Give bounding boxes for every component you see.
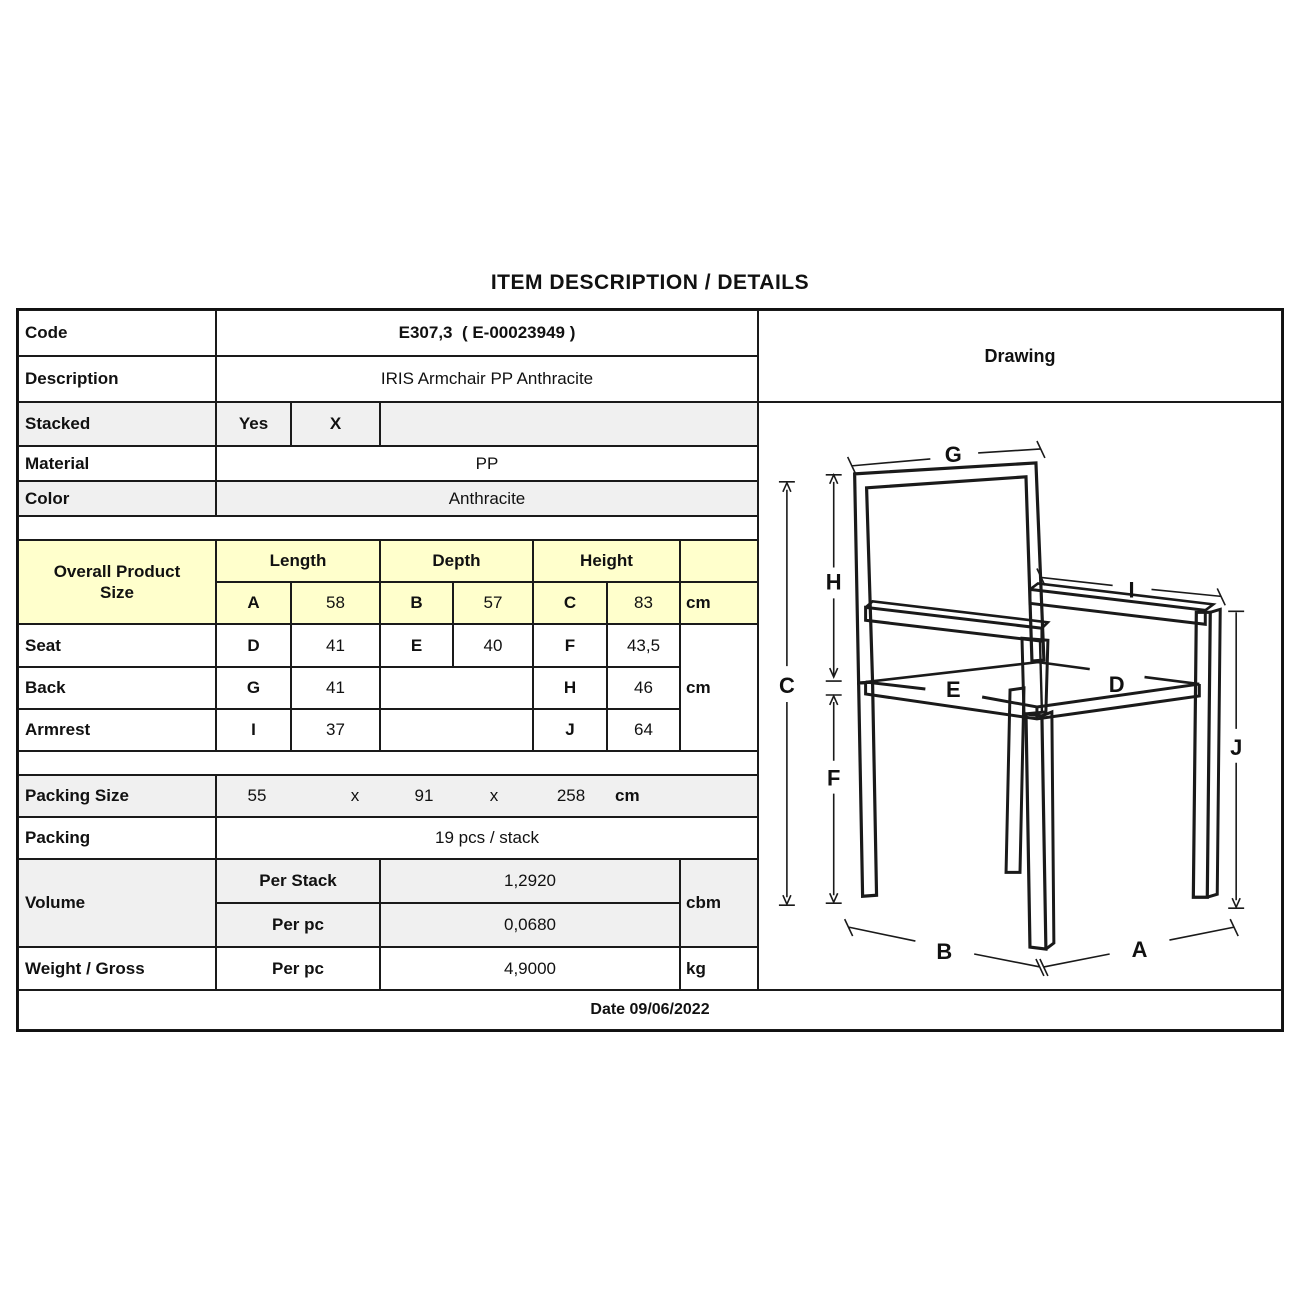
dim-label-D: D <box>1108 672 1125 698</box>
seat-label: Seat <box>18 624 216 667</box>
chair-left-armrest-support-edge <box>1040 639 1042 712</box>
overall-unit: cm <box>680 582 758 624</box>
date-row: Date 09/06/2022 <box>18 990 1282 1030</box>
dim-label-G: G <box>944 441 962 467</box>
chair-left-armrest <box>866 607 1042 641</box>
armrest-depth-empty <box>380 709 533 751</box>
packing-dim2: 91 <box>414 786 434 805</box>
back-height-key: H <box>533 667 607 709</box>
volume-label: Volume <box>18 859 216 947</box>
spacer-row-2 <box>18 751 758 775</box>
page-title: ITEM DESCRIPTION / DETAILS <box>490 271 810 294</box>
packing-value: 19 pcs / stack <box>216 817 758 859</box>
spec-table <box>16 308 1284 1032</box>
overall-depth-key: B <box>380 582 453 624</box>
chair-right-leg <box>1193 612 1210 897</box>
col-header-length: Length <box>216 540 380 582</box>
armrest-height-value: 64 <box>607 709 680 751</box>
chair-front-leg <box>1026 714 1046 949</box>
drawing-panel <box>758 402 1282 990</box>
weight-value: 4,9000 <box>380 947 680 990</box>
back-length-key: G <box>216 667 291 709</box>
overall-size-line1: Overall Product <box>53 561 181 581</box>
back-length-value: 41 <box>291 667 380 709</box>
seat-depth-value: 40 <box>453 624 533 667</box>
col-header-unit-empty <box>680 540 758 582</box>
dim-label-B: B <box>936 938 953 964</box>
chair-left-leg <box>859 682 877 896</box>
overall-length-value: 58 <box>291 582 380 624</box>
seat-depth-key: E <box>380 624 453 667</box>
volume-per-pc-label: Per pc <box>216 903 380 947</box>
packing-size-label: Packing Size <box>18 775 216 817</box>
packing-x2: x <box>489 786 499 805</box>
color-label: Color <box>18 481 216 516</box>
color-value: Anthracite <box>216 481 758 516</box>
overall-size-label <box>18 540 216 624</box>
weight-per-pc-label: Per pc <box>216 947 380 990</box>
stacked-empty-cell <box>380 402 758 446</box>
packing-unit: cm <box>615 786 640 805</box>
seat-length-key: D <box>216 624 291 667</box>
dimension-lines <box>779 441 1244 976</box>
volume-per-stack-label: Per Stack <box>216 859 380 903</box>
armrest-label: Armrest <box>18 709 216 751</box>
chair-seat-back-edges <box>866 662 1200 684</box>
volume-per-stack-value: 1,2920 <box>380 859 680 903</box>
armrest-length-value: 37 <box>291 709 380 751</box>
col-header-height: Height <box>533 540 680 582</box>
weight-label: Weight / Gross <box>18 947 216 990</box>
seat-height-key: F <box>533 624 607 667</box>
armrest-height-key: J <box>533 709 607 751</box>
dim-label-E: E <box>945 676 961 702</box>
volume-unit: cbm <box>680 859 758 947</box>
size-rows-unit: cm <box>680 624 758 751</box>
armchair-technical-drawing <box>759 403 1281 989</box>
dim-label-J: J <box>1230 734 1243 760</box>
chair-right-armrest <box>1030 589 1205 624</box>
packing-x1: x <box>350 786 360 805</box>
spacer-row-1 <box>18 516 758 540</box>
material-label: Material <box>18 446 216 481</box>
packing-dim3: 258 <box>556 786 586 805</box>
weight-unit: kg <box>680 947 758 990</box>
overall-length-key: A <box>216 582 291 624</box>
material-value: PP <box>216 446 758 481</box>
packing-dim1: 55 <box>247 786 267 805</box>
chair-backrest-frame <box>855 463 1044 683</box>
dim-label-H: H <box>825 569 842 595</box>
overall-depth-value: 57 <box>453 582 533 624</box>
back-height-value: 46 <box>607 667 680 709</box>
description-label: Description <box>18 356 216 402</box>
overall-height-value: 83 <box>607 582 680 624</box>
drawing-header: Drawing <box>758 310 1282 402</box>
packing-size-value <box>216 775 758 817</box>
armrest-length-key: I <box>216 709 291 751</box>
dim-label-A: A <box>1131 936 1148 962</box>
packing-label: Packing <box>18 817 216 859</box>
code-label: Code <box>18 310 216 356</box>
seat-length-value: 41 <box>291 624 380 667</box>
volume-per-pc-value: 0,0680 <box>380 903 680 947</box>
back-depth-empty <box>380 667 533 709</box>
seat-height-value: 43,5 <box>607 624 680 667</box>
dim-line-F <box>826 695 842 903</box>
stacked-yes-cell: Yes <box>216 402 291 446</box>
code-value: E307,3 ( E-00023949 ) <box>216 310 758 356</box>
dim-label-I: I <box>1128 577 1135 603</box>
dim-label-F: F <box>827 765 841 791</box>
stacked-mark-cell: X <box>291 402 380 446</box>
back-label: Back <box>18 667 216 709</box>
col-header-depth: Depth <box>380 540 533 582</box>
stacked-label: Stacked <box>18 402 216 446</box>
overall-height-key: C <box>533 582 607 624</box>
overall-size-line2: Size <box>99 583 135 602</box>
description-value: IRIS Armchair PP Anthracite <box>216 356 758 402</box>
dim-label-C: C <box>778 673 795 699</box>
